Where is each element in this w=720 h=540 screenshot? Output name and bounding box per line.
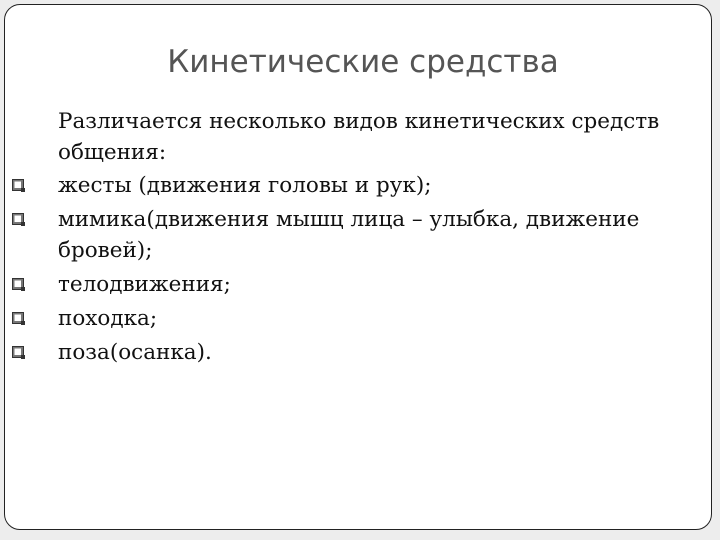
bullet-item (24, 170, 684, 201)
q-bullet-icon (12, 346, 26, 360)
q-bullet-icon (12, 278, 26, 292)
bullet-item (24, 269, 684, 300)
bullet-text: жесты (движения головы и рук); (58, 173, 432, 198)
q-bullet-icon (12, 179, 26, 193)
intro-paragraph: Различается несколько видов кинетических средств общения: (58, 109, 660, 165)
bullet-item (24, 303, 684, 334)
bullet-text: мимика(движения мышц лица – улыбка, движение бровей); (58, 207, 640, 263)
bullet-item (24, 204, 684, 266)
bullet-text: поза(осанка). (58, 340, 212, 365)
slide-content (24, 106, 684, 371)
q-bullet-icon (12, 213, 26, 227)
slide-title: Кинетические средства (167, 44, 559, 80)
bullet-text: походка; (58, 306, 158, 331)
bullet-list (24, 170, 684, 368)
q-bullet-icon (12, 312, 26, 326)
bullet-item (24, 337, 684, 368)
bullet-text: телодвижения; (58, 272, 231, 297)
